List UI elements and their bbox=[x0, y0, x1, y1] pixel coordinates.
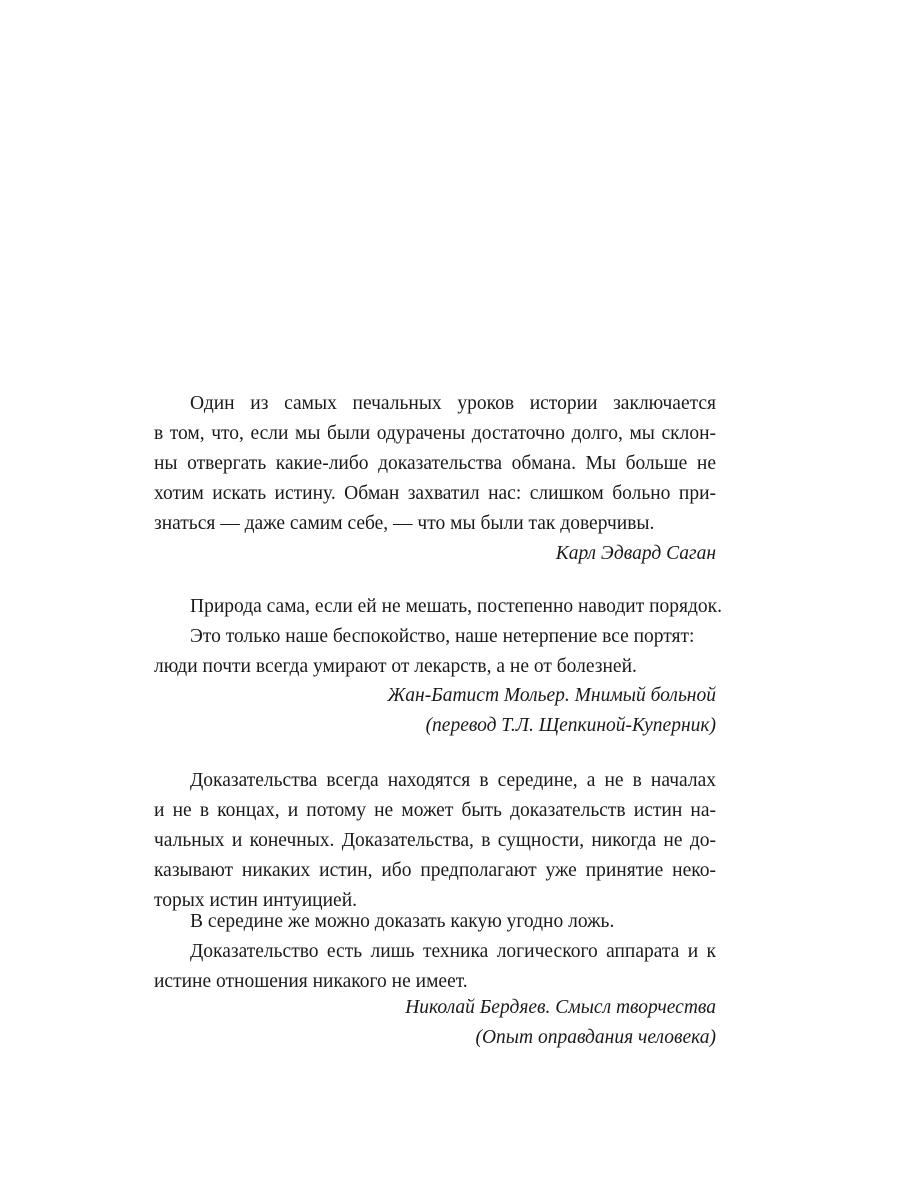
quote-attribution: Карл Эдвард Саган bbox=[555, 543, 716, 564]
quote-line: ны отвергать какие-либо доказательства обмана. Мы больше не bbox=[154, 453, 716, 474]
quote-line: в том, что, если мы были одурачены достаточно долго, мы склон- bbox=[154, 423, 716, 444]
quote-attribution-translator: (перевод Т.Л. Щепкиной-Куперник) bbox=[425, 715, 716, 736]
quote-line: знаться — даже самим себе, — что мы были так доверчивы. bbox=[154, 513, 655, 534]
quote-line: и не в концах, и потому не может быть доказательств истин на- bbox=[154, 800, 716, 821]
quote-line: казывают никаких истин, ибо предполагают уже принятие неко- bbox=[154, 860, 716, 881]
quote-line: хотим искать истину. Обман захватил нас: слишком больно при- bbox=[154, 483, 716, 504]
quote-line: люди почти всегда умирают от лекарств, а не от болезней. bbox=[154, 656, 637, 677]
quote-line: Это только наше беспокойство, наше нетерпение все портят: bbox=[190, 626, 695, 647]
quote-attribution: Жан-Батист Мольер. Мнимый больной bbox=[387, 685, 716, 706]
quote-line: Доказательство есть лишь техника логического аппарата и к bbox=[190, 941, 716, 962]
quote-attribution: Николай Бердяев. Смысл творчества bbox=[405, 997, 716, 1018]
quote-line: В середине же можно доказать какую угодно ложь. bbox=[190, 911, 615, 932]
quote-line: чальных и конечных. Доказательства, в сущности, никогда не до- bbox=[154, 830, 716, 851]
quote-line: Один из самых печальных уроков истории заключается bbox=[190, 393, 716, 414]
quote-line: торых истин интуицией. bbox=[154, 890, 358, 911]
quote-attribution-subtitle: (Опыт оправдания человека) bbox=[475, 1027, 716, 1048]
quote-line: Доказательства всегда находятся в середине, а не в началах bbox=[190, 770, 716, 791]
quote-line: Природа сама, если ей не мешать, постепенно наводит порядок. bbox=[190, 596, 723, 617]
quote-line: истине отношения никакого не имеет. bbox=[154, 971, 468, 992]
